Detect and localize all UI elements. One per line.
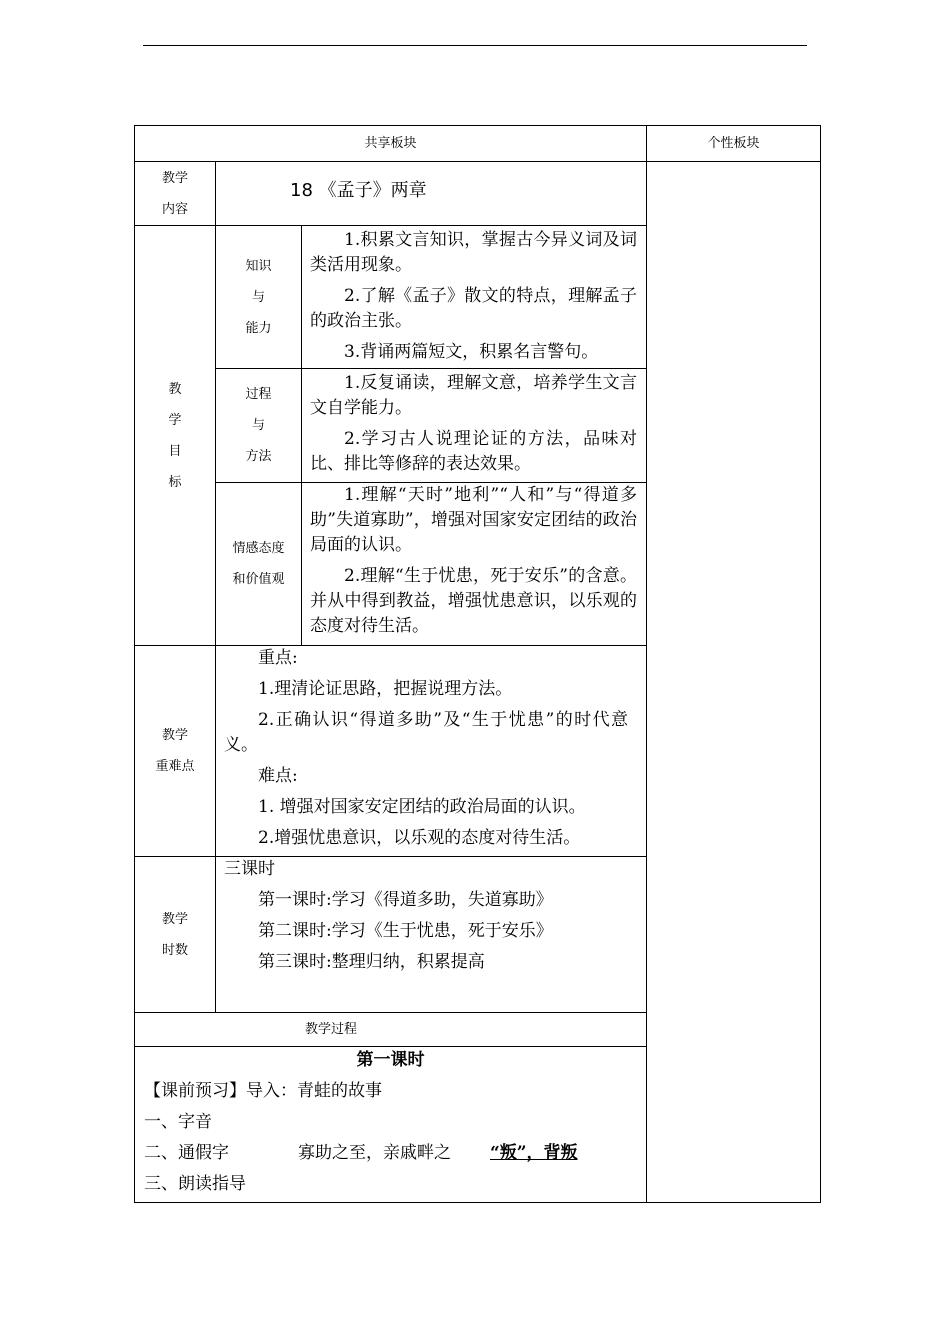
focus-item: 1. 增强对国家安定团结的政治局面的认识。 — [258, 797, 586, 817]
header-divider — [134, 161, 821, 162]
content-label-line: 教学 — [161, 170, 188, 186]
column-divider — [646, 125, 647, 1203]
objective-item: 3.背诵两篇短文，积累名言警句。 — [344, 342, 599, 362]
content-label — [135, 162, 215, 225]
section-reading-guide: 三、朗读指导 — [144, 1174, 246, 1194]
section-pronunciation: 一、字音 — [144, 1112, 212, 1132]
knowledge-items — [310, 228, 637, 371]
process-items — [310, 371, 637, 483]
hours-item: 第一课时:学习《得道多助，失道寡助》 — [258, 890, 553, 910]
objective-item: 2.了解《孟子》散文的特点，理解孟子的政治主张。 — [310, 286, 637, 331]
hours-content — [224, 857, 628, 981]
hours-total: 三课时 — [224, 859, 275, 879]
focus-item: 1.理清论证思路，把握说理方法。 — [258, 679, 513, 699]
objective-item: 1.反复诵读，理解文意，培养学生文言文自学能力。 — [310, 373, 637, 418]
header-rule — [143, 45, 807, 46]
focus-item: 2.正确认识“得道多助”及“生于忧患”的时代意义。 — [224, 710, 628, 755]
emotion-label-line: 情感态度 — [232, 541, 285, 556]
objective-item: 1.积累文言知识，掌握古今异义词及词类活用现象。 — [310, 230, 637, 275]
shared-header: 共享板块 — [364, 136, 417, 151]
objective-item: 2.理解“生于忧患，死于安乐”的含意。并从中得到教益，增强忧患意识，以乐观的态度对待生活。 — [310, 566, 637, 636]
section-tongjia-label: 二、通假字 — [144, 1143, 229, 1163]
knowledge-label-line: 与 — [251, 289, 265, 305]
hours-label-line: 时数 — [161, 942, 188, 958]
focus-label-line: 教学 — [161, 728, 188, 743]
focus-diff-label: 难点: — [258, 766, 298, 786]
content-label-line: 内容 — [161, 201, 188, 217]
process-label-line: 与 — [251, 418, 265, 433]
focus-label-line: 重难点 — [155, 759, 195, 774]
objective-item: 1.理解“天时”地利”“人和”与“得道多助”失道寡助”，增强对国家安定团结的政治局面的认识。 — [310, 485, 637, 555]
process-label-line: 过程 — [245, 387, 272, 402]
objective-item: 2.学习古人说理论证的方法，品味对比、排比等修辞的表达效果。 — [310, 429, 637, 474]
focus-label — [135, 646, 215, 856]
objectives-label-char: 学 — [168, 412, 182, 428]
focus-content — [224, 646, 628, 857]
knowledge-label — [216, 226, 301, 368]
hours-item: 第三课时:整理归纳，积累提高 — [258, 952, 485, 972]
emotion-label — [216, 483, 301, 645]
objectives-label — [135, 226, 215, 645]
focus-key-label: 重点: — [258, 648, 298, 668]
process-label — [216, 369, 301, 482]
objectives-label-char: 教 — [168, 381, 182, 397]
objectives-label-char: 标 — [168, 474, 182, 490]
hours-item: 第二课时:学习《生于忧患，死于安乐》 — [258, 921, 553, 941]
emotion-label-line: 和价值观 — [232, 572, 285, 587]
table-border-right — [820, 125, 821, 1203]
process-title: 教学过程 — [304, 1022, 357, 1037]
hours-label-line: 教学 — [161, 911, 188, 927]
lesson-preview: 【课前预习】导入：青蛙的故事 — [144, 1081, 382, 1101]
personal-header: 个性板块 — [707, 136, 760, 151]
knowledge-label-line: 知识 — [245, 258, 272, 274]
sublabel-column-divider — [301, 225, 302, 645]
lesson-heading: 第一课时 — [356, 1050, 425, 1070]
section-tongjia-answer: “叛”，背叛 — [490, 1143, 578, 1163]
hours-label — [135, 857, 215, 1012]
emotion-items — [310, 483, 637, 645]
table-border-bottom — [134, 1202, 821, 1203]
knowledge-label-line: 能力 — [245, 320, 272, 336]
objectives-label-char: 目 — [168, 443, 182, 459]
lesson-title: 18 《孟子》两章 — [290, 180, 427, 201]
section-tongjia-text: 寡助之至，亲戚畔之 — [298, 1143, 451, 1163]
focus-item: 2.增强忧患意识，以乐观的态度对待生活。 — [258, 828, 581, 848]
process-label-line: 方法 — [245, 449, 272, 464]
